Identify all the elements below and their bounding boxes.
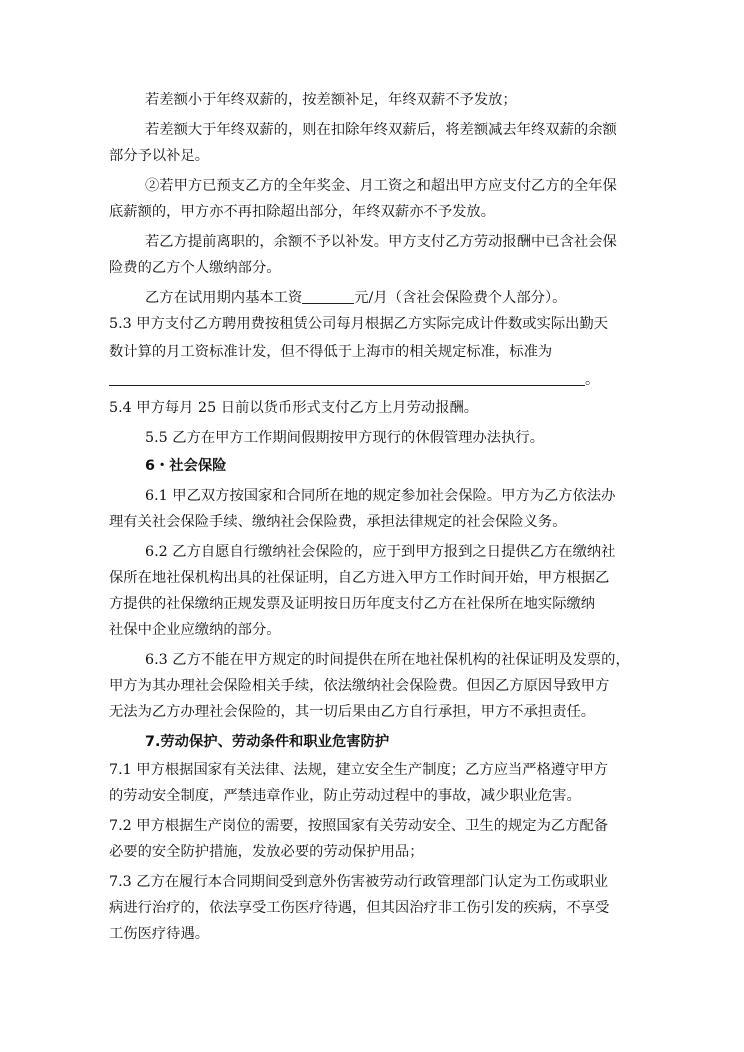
standard-blank-line xyxy=(109,366,599,394)
clause-7-1: 7.1 甲方根据国家有关法律、法规，建立安全生产制度；乙方应当严格遵守甲方 xyxy=(109,762,609,778)
clause-5-4: 5.4 甲方每月 25 日前以货币形式支付乙方上月劳动报酬。 xyxy=(109,400,479,416)
section-heading-6: 6・社会保险 xyxy=(145,458,227,474)
clause-7-2: 7.2 甲方根据生产岗位的需要，按照国家有关劳动安全、卫生的规定为乙方配备 xyxy=(109,818,609,834)
clause-6-1-cont: 理有关社会保险手续、缴纳社会保险费，承担法律规定的社会保险义务。 xyxy=(109,514,567,530)
paragraph-line: 若差额小于年终双薪的，按差额补足，年终双薪不予发放； xyxy=(145,92,517,108)
section-heading-7: 7.劳动保护、劳动条件和职业危害防护 xyxy=(145,734,390,750)
clause-7-3: 7.3 乙方在履行本合同期间受到意外伤害被劳动行政管理部门认定为工伤或职业 xyxy=(109,874,609,890)
standard-blank-field xyxy=(109,369,585,386)
clause-6-2-cont: 保所在地社保机构出具的社保证明，自乙方进入甲方工作时间开始，甲方根据乙 xyxy=(109,570,610,586)
clause-6-2-cont: 方提供的社保缴纳正规发票及证明按日历年度支付乙方在社保所在地实际缴纳 xyxy=(109,596,596,612)
clause-6-3: 6.3 乙方不能在甲方规定的时间提供在所在地社保机构的社保证明及发票的， xyxy=(145,652,630,668)
paragraph-line: 若乙方提前离职的，余额不予以补发。甲方支付乙方劳动报酬中已含社会保 xyxy=(145,234,617,250)
probation-salary-label: 乙方在试用期内基本工资 xyxy=(145,290,303,306)
salary-blank-field xyxy=(302,287,354,304)
clause-5-3-cont: 数计算的月工资标准计发，但不得低于上海市的相关规定标准，标准为 xyxy=(109,344,553,360)
clause-7-1-cont: 的劳动安全制度，严禁违章作业，防止劳动过程中的事故，减少职业危害。 xyxy=(109,788,581,804)
clause-5-5: 5.5 乙方在甲方工作期间假期按甲方现行的休假管理办法执行。 xyxy=(145,430,544,446)
clause-7-2-cont: 必要的安全防护措施，发放必要的劳动保护用品； xyxy=(109,844,424,860)
probation-salary-unit: 元/月（含社会保险费个人部分）。 xyxy=(354,290,567,306)
paragraph-line: 底薪额的，甲方亦不再扣除超出部分，年终双薪亦不予发放。 xyxy=(109,204,496,220)
clause-7-3-cont: 病进行治疗的，依法享受工伤医疗待遇，但其因治疗非工伤引发的疾病，不享受 xyxy=(109,900,610,916)
clause-6-2-cont: 社保中企业应缴纳的部分。 xyxy=(109,622,281,638)
clause-6-2: 6.2 乙方自愿自行缴纳社会保险的，应于到甲方报到之日提供乙方在缴纳社 xyxy=(145,544,616,560)
paragraph-line: 部分予以补足。 xyxy=(109,148,210,164)
probation-salary-line xyxy=(145,284,566,312)
clause-7-3-cont: 工伤医疗待遇。 xyxy=(109,926,210,942)
paragraph-line: 若差额大于年终双薪的，则在扣除年终双薪后，将差额减去年终双薪的余额 xyxy=(145,122,617,138)
clause-6-3-cont: 甲方为其办理社会保险相关手续，依法缴纳社会保险费。但因乙方原因导致甲方 xyxy=(109,678,610,694)
clause-6-1: 6.1 甲乙双方按国家和合同所在地的规定参加社会保险。甲方为乙方依法办 xyxy=(145,488,616,504)
clause-5-3: 5.3 甲方支付乙方聘用费按租赁公司每月根据乙方实际完成计件数或实际出勤天 xyxy=(109,316,609,332)
paragraph-line: 险费的乙方个人缴纳部分。 xyxy=(109,260,281,276)
clause-6-3-cont: 无法为乙方办理社会保险的，其一切后果由乙方自行承担，甲方不承担责任。 xyxy=(109,704,596,720)
standard-blank-end: 。 xyxy=(585,372,600,388)
paragraph-line: ②若甲方已预支乙方的全年奖金、月工资之和超出甲方应支付乙方的全年保 xyxy=(145,178,617,194)
